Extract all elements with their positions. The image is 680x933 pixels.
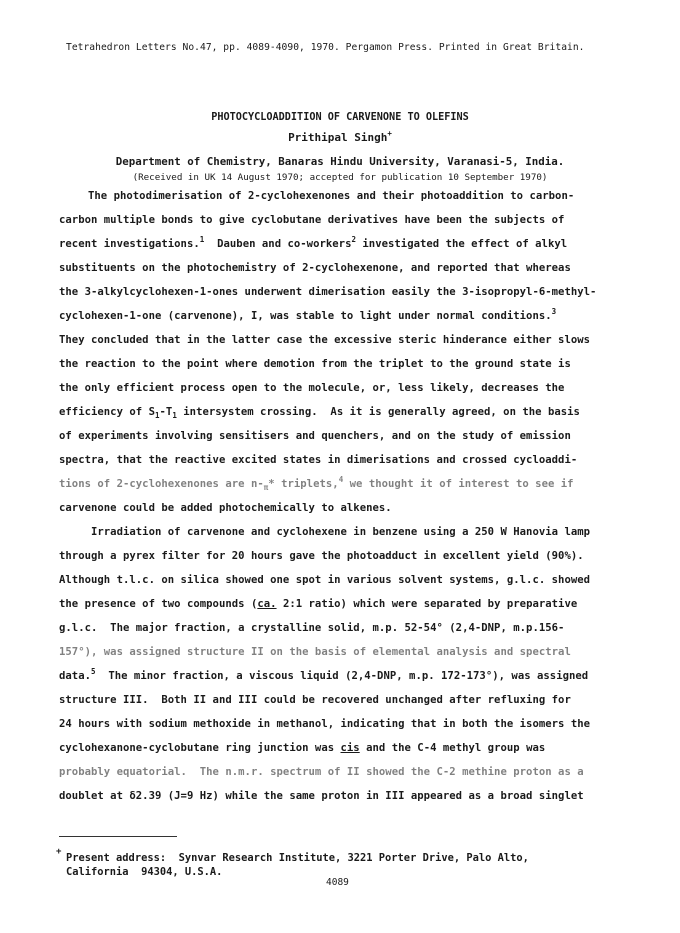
- body-line: Irradiation of carvenone and cyclohexene in benzene using a 250 W Hanovia lamp: [59, 526, 591, 538]
- body-line: 157°), was assigned structure II on the basis of elemental analysis and spectral: [59, 646, 571, 658]
- reference-mark: 2: [351, 235, 357, 244]
- body-text-run: we thought it of interest to see if: [343, 478, 574, 490]
- body-line: [59, 598, 577, 610]
- body-line: 24 hours with sodium methoxide in methanol, indicating that in both the isomers the: [59, 718, 591, 730]
- body-line: the reaction to the point where demotion from the triplet to the ground state is: [59, 358, 571, 370]
- body-text-run: tions of 2-cyclohexenones are n-: [59, 478, 264, 490]
- body-line: through a pyrex filter for 20 hours gave the photoadduct in excellent yield (90%).: [59, 550, 584, 562]
- body-line: The photodimerisation of 2-cyclohexenones and their photoaddition to carbon-: [88, 190, 575, 202]
- body-text-run: cyclohexanone-cyclobutane ring junction was: [59, 742, 341, 754]
- body-text-run: recent investigations.: [59, 238, 200, 250]
- subscript: π: [263, 483, 269, 492]
- body-text-run: 2:1 ratio) which were separated by preparative: [276, 598, 578, 610]
- body-text-run: cyclohexen-1-one (carvenone), I, was stable to light under normal conditions.: [59, 310, 552, 322]
- reference-mark: 4: [338, 475, 344, 484]
- page-number: 4089: [326, 877, 349, 888]
- underlined-term: cis: [340, 742, 360, 754]
- body-line: Although t.l.c. on silica showed one spot in various solvent systems, g.l.c. showed: [59, 574, 591, 586]
- body-text-run: The minor fraction, a viscous liquid (2,4-DNP, m.p. 172-173°), was assigned: [95, 670, 589, 682]
- footnote-mark: +: [56, 847, 62, 857]
- body-line: [59, 475, 574, 492]
- body-line: spectra, that the reactive excited states in dimerisations and crossed cycloaddi-: [59, 454, 578, 466]
- body-text-run: intersystem crossing. As it is generally agreed, on the basis: [176, 406, 580, 418]
- body-line: the 3-alkylcyclohexen-1-ones underwent dimerisation easily the 3-isopropyl-6-methyl-: [59, 286, 597, 298]
- body-text-run: -T: [159, 406, 173, 418]
- body-line: substituents on the photochemistry of 2-cyclohexenone, and reported that whereas: [59, 262, 571, 274]
- body-text-run: investigated the effect of alkyl: [356, 238, 568, 250]
- article-title: PHOTOCYCLOADDITION OF CARVENONE TO OLEFINS: [211, 112, 469, 123]
- body-text-run: data.: [59, 670, 91, 682]
- body-line: g.l.c. The major fraction, a crystalline solid, m.p. 52-54° (2,4-DNP, m.p.156-: [59, 622, 565, 634]
- author-name: [0, 131, 680, 144]
- underlined-abbrev: ca.: [257, 598, 277, 610]
- body-line: carbon multiple bonds to give cyclobutane derivatives have been the subjects of: [59, 214, 565, 226]
- body-line: [59, 406, 580, 418]
- body-text-run: Dauben and co-workers: [204, 238, 352, 250]
- body-line: doublet at δ2.39 (J=9 Hz) while the same proton in III appeared as a broad singlet: [59, 790, 584, 802]
- body-line: carvenone could be added photochemically to alkenes.: [59, 502, 392, 514]
- body-line: of experiments involving sensitisers and quenchers, and on the study of emission: [59, 430, 571, 442]
- body-text-run: the presence of two compounds (: [59, 598, 258, 610]
- footnote-line: Present address: Synvar Research Institute, 3221 Porter Drive, Palo Alto,: [66, 852, 529, 864]
- subscript: 1: [154, 411, 160, 420]
- body-line: [59, 235, 568, 250]
- footnote-line: California 94304, U.S.A.: [66, 866, 223, 878]
- author-name-text: Prithipal Singh: [288, 131, 388, 144]
- body-line: [59, 667, 589, 682]
- body-line: probably equatorial. The n.m.r. spectrum of II showed the C-2 methine proton as a: [59, 766, 584, 778]
- body-line: They concluded that in the latter case the excessive steric hinderance either slows: [59, 334, 591, 346]
- body-text-run: and the C-4 methyl group was: [359, 742, 546, 754]
- affiliation: Department of Chemistry, Banaras Hindu University, Varanasi-5, India.: [115, 155, 565, 168]
- reference-mark: 3: [551, 307, 557, 316]
- subscript: 1: [172, 411, 177, 420]
- reference-mark: 1: [199, 235, 205, 244]
- body-line: structure III. Both II and III could be recovered unchanged after refluxing for: [59, 694, 571, 706]
- journal-header: Tetrahedron Letters No.47, pp. 4089-4090, 1970. Pergamon Press. Printed in Great Britain.: [66, 42, 585, 53]
- body-text-run: efficiency of S: [59, 406, 155, 418]
- body-line: [59, 742, 545, 754]
- body-text-run: * triplets,: [268, 478, 339, 490]
- body-line: [59, 307, 557, 322]
- footnote-rule: [59, 836, 177, 837]
- reference-mark: 5: [91, 667, 96, 676]
- received-date: (Received in UK 14 August 1970; accepted for publication 10 September 1970): [132, 172, 548, 183]
- author-footnote-mark: +: [387, 129, 392, 138]
- body-line: the only efficient process open to the molecule, or, less likely, decreases the: [59, 382, 565, 394]
